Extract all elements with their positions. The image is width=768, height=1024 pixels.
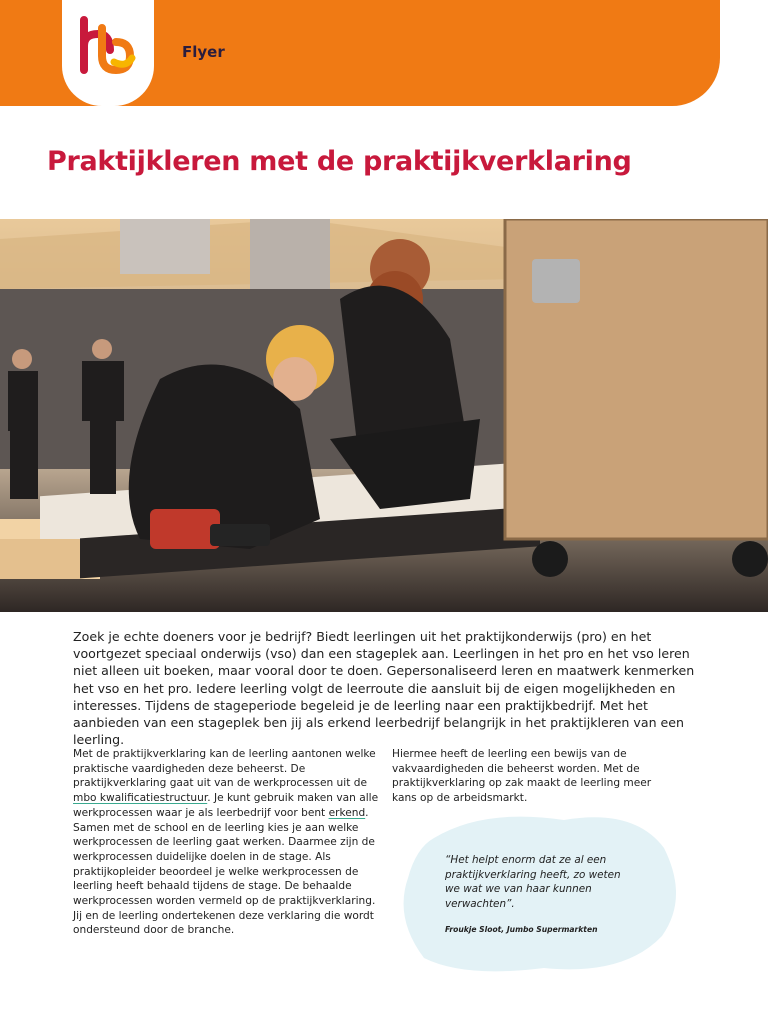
logo-badge[interactable] bbox=[62, 0, 154, 106]
sbb-logo bbox=[76, 12, 140, 82]
doc-type-label: Flyer bbox=[182, 43, 225, 61]
mbo-kwalificatiestructuur-link[interactable]: mbo kwalificatiestructuur bbox=[73, 792, 208, 805]
page-title: Praktijkleren met de praktijkverklaring bbox=[47, 146, 632, 177]
quote-author: Froukje Sloot, Jumbo Supermarkten bbox=[445, 925, 598, 934]
erkend-link[interactable]: erkend bbox=[328, 806, 366, 819]
left-column-paragraph bbox=[73, 747, 385, 938]
hero-photo bbox=[0, 219, 768, 612]
left-text-3: . Samen met de school en de leerling kies je aan welke werkprocessen de leerling gaat werken. Daarmee zijn de werkprocessen duidelijke doelen in de stage. Als praktijkopleider beoordeel je welke werkprocessen de leerling heeft behaald tijdens de stage. De behaalde werkprocessen worden vermeld op de praktijkverklaring. Jij en de leerling ondertekenen deze verklaring die wordt ondersteund door de branche. bbox=[73, 806, 376, 937]
left-text-2: . Je kunt gebruik maken van alle werkprocessen waar je als leerbedrijf voor bent bbox=[73, 792, 379, 819]
quote-text: “Het helpt enorm dat ze al een praktijkverklaring heeft, zo weten we wat we van haar kunnen verwachten”. bbox=[445, 854, 621, 910]
left-text-1: Met de praktijkverklaring kan de leerling aantonen welke praktische vaardigheden deze beheerst. De praktijkverklaring gaat uit van de werkprocessen uit de bbox=[73, 748, 376, 790]
right-column-paragraph: Hiermee heeft de leerling een bewijs van de vakvaardigheden die beheerst worden. Met de praktijkverklaring op zak maakt de leerling meer kans op de arbeidsmarkt. bbox=[392, 748, 652, 805]
intro-paragraph: Zoek je echte doeners voor je bedrijf? Biedt leerlingen uit het praktijkonderwijs (pro) en het voortgezet speciaal onderwijs (vso) dan een stageplek aan. Leerlingen in het pro en het vso leren niet alleen uit boeken, maar vooral door te doen. Gepersonaliseerd leren en maatwerk kenmerken het vso en het pro. Iedere leerling volgt de leerroute die aansluit bij de eigen mogelijkheden en interesses. Tijdens de stageperiode begeleid je de leerling naar een praktijkbedrijf. Met het aanbieden van een stageplek ben jij als erkend leerbedrijf belangrijk in het praktijkleren van een leerling. bbox=[73, 629, 695, 748]
